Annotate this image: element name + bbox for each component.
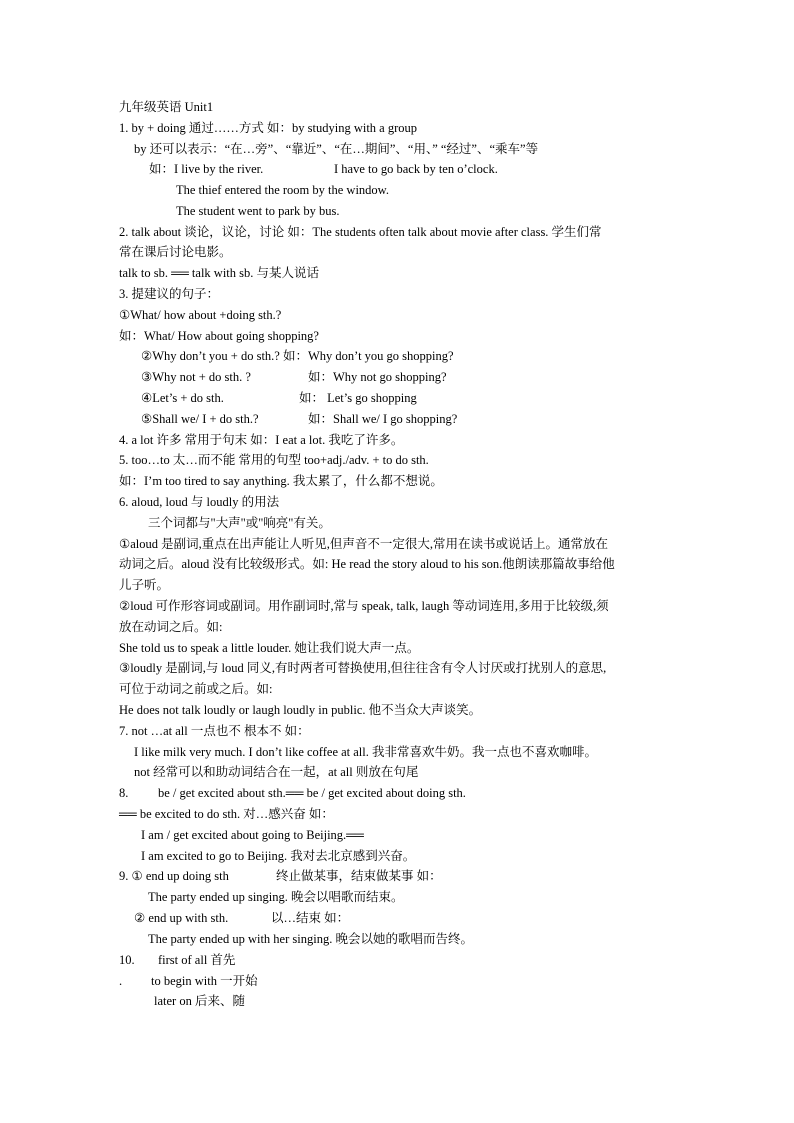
text-line: ══ be excited to do sth. 对…感兴奋 如： (119, 807, 334, 821)
text-line: 如： Let’s go shopping (299, 391, 417, 405)
text-line: 如：What/ How about going shopping? (119, 329, 319, 343)
text-line: 2. talk about 谈论，议论，讨论 如：The students often talk about movie after class. 学生们常 (119, 225, 602, 239)
text-line: not 经常可以和助动词结合在一起，at all 则放在句尾 (134, 765, 419, 779)
text-line: She told us to speak a little louder. 她让我们说大声一点。 (119, 641, 420, 655)
text-line: . (119, 974, 123, 988)
text-line: 10. (119, 953, 135, 967)
text-line: 终止做某事，结束做某事 如： (276, 869, 442, 883)
text-line: ② end up with sth. (134, 911, 229, 925)
text-line: 可位于动词之前或之后。如: (119, 682, 273, 696)
text-line: first of all 首先 (158, 953, 236, 967)
text-line: 如：Shall we/ I go shopping? (308, 412, 458, 426)
text-line: ①aloud 是副词,重点在出声能让人听见,但声音不一定很大,常用在读书或说话上。通常放在 (119, 537, 608, 551)
text-line: The party ended up singing. 晚会以唱歌而结束。 (148, 890, 404, 904)
text-line: 以…结束 如： (271, 911, 350, 925)
text-line: I am / get excited about going to Beijing.══ (141, 828, 364, 842)
text-line: by 还可以表示：“在…旁”、“靠近”、“在…期间”、“用、” “经过”、“乘车”等 (134, 142, 539, 156)
text-line: The student went to park by bus. (176, 204, 340, 218)
text-line: ②loud 可作形容词或副词。用作副词时,常与 speak, talk, laugh 等动词连用,多用于比较级,须 (119, 599, 609, 613)
text-line: 9. ① end up doing sth (119, 869, 229, 883)
text-line: later on 后来、随 (154, 994, 245, 1008)
text-line: 如：I live by the river. (149, 162, 264, 176)
text-line: The party ended up with her singing. 晚会以她的歌唱而告终。 (148, 932, 473, 946)
text-line: 儿子听。 (119, 578, 170, 592)
text-line: 三个词都与"大声"或"响亮"有关。 (148, 516, 331, 530)
text-line: 如：I’m too tired to say anything. 我太累了，什么都不想说。 (119, 474, 443, 488)
text-line: I like milk very much. I don’t like coffee at all. 我非常喜欢牛奶。我一点也不喜欢咖啡。 (134, 745, 598, 759)
text-line: 放在动词之后。如: (119, 620, 223, 634)
text-line: ②Why don’t you + do sth.? 如：Why don’t you go shopping? (141, 349, 454, 363)
text-line: be / get excited about sth.══ be / get excited about doing sth. (158, 786, 466, 800)
text-line: ③loudly 是副词,与 loud 同义,有时两者可替换使用,但往往含有令人讨厌或打扰别人的意思, (119, 661, 607, 675)
text-line: 3. 提建议的句子： (119, 287, 220, 301)
doc-title: 九年级英语 Unit1 (119, 100, 214, 114)
text-line: I am excited to go to Beijing. 我对去北京感到兴奋。 (141, 849, 416, 863)
text-line: 动词之后。aloud 没有比较级形式。如: He read the story aloud to his son.他朗读那篇故事给他 (119, 557, 615, 571)
text-line: 1. by + doing 通过……方式 如：by studying with a group (119, 121, 418, 135)
text-line: ③Why not + do sth. ? (141, 370, 251, 384)
text-line: 5. too…to 太…而不能 常用的句型 too+adj./adv. + to do sth. (119, 453, 429, 467)
text-line: He does not talk loudly or laugh loudly in public. 他不当众大声谈笑。 (119, 703, 482, 717)
text-line: ①What/ how about +doing sth.? (119, 308, 282, 322)
text-line: 如：Why not go shopping? (308, 370, 447, 384)
text-line: 8. (119, 786, 129, 800)
text-line: talk to sb. ══ talk with sb. 与某人说话 (119, 266, 320, 280)
text-line: 常在课后讨论电影。 (119, 245, 232, 259)
text-line: ④Let’s + do sth. (141, 391, 224, 405)
text-line: 7. not …at all 一点也不 根本不 如： (119, 724, 310, 738)
text-line: 6. aloud, loud 与 loudly 的用法 (119, 495, 280, 509)
text-line: to begin with 一开始 (151, 974, 258, 988)
text-line: ⑤Shall we/ I + do sth.? (141, 412, 259, 426)
text-line: I have to go back by ten o’clock. (334, 162, 498, 176)
text-line: The thief entered the room by the window. (176, 183, 390, 197)
text-line: 4. a lot 许多 常用于句末 如：I eat a lot. 我吃了许多。 (119, 433, 404, 447)
